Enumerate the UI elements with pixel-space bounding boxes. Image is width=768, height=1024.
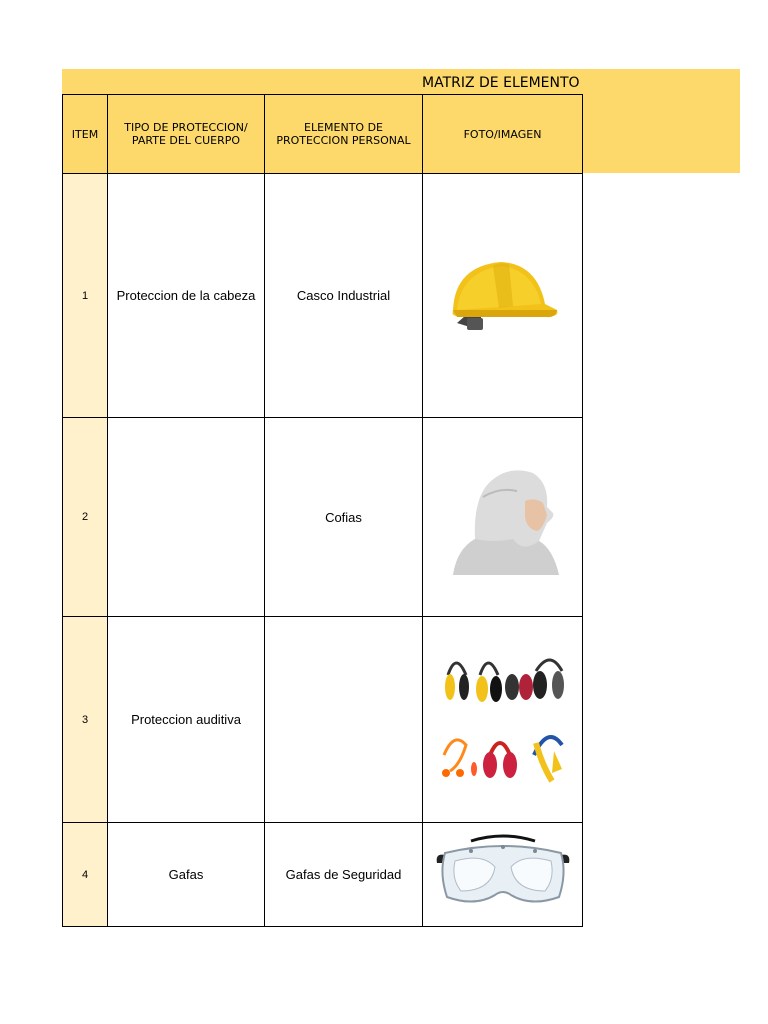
header-item: ITEM bbox=[63, 95, 108, 174]
protection-element: Gafas de Seguridad bbox=[265, 823, 423, 927]
protection-type: Proteccion de la cabeza bbox=[108, 174, 265, 418]
item-number: 4 bbox=[63, 823, 108, 927]
table-row bbox=[63, 823, 583, 927]
hard-hat-icon bbox=[443, 248, 563, 343]
protection-element bbox=[265, 617, 423, 823]
header-tipo: TIPO DE PROTECCION/ PARTE DEL CUERPO bbox=[108, 95, 265, 174]
protection-type bbox=[108, 418, 265, 617]
protection-element: Casco Industrial bbox=[265, 174, 423, 418]
photo-cell bbox=[423, 617, 583, 823]
table-row bbox=[63, 174, 583, 418]
table-row bbox=[63, 418, 583, 617]
item-number: 1 bbox=[63, 174, 108, 418]
header-elemento: ELEMENTO DE PROTECCION PERSONAL bbox=[265, 95, 423, 174]
safety-goggles-icon bbox=[431, 833, 575, 917]
photo-cell bbox=[423, 823, 583, 927]
header-row bbox=[63, 95, 583, 174]
item-number: 3 bbox=[63, 617, 108, 823]
document-title: MATRIZ DE ELEMENTO bbox=[422, 75, 580, 91]
protection-type: Gafas bbox=[108, 823, 265, 927]
ppe-matrix-table bbox=[62, 94, 583, 927]
photo-cell bbox=[423, 174, 583, 418]
protection-type: Proteccion auditiva bbox=[108, 617, 265, 823]
header-foto: FOTO/IMAGEN bbox=[423, 95, 583, 174]
table-row bbox=[63, 617, 583, 823]
protection-element: Cofias bbox=[265, 418, 423, 617]
hood-icon bbox=[443, 457, 563, 577]
earmuffs-icon bbox=[440, 645, 566, 795]
item-number: 2 bbox=[63, 418, 108, 617]
photo-cell bbox=[423, 418, 583, 617]
